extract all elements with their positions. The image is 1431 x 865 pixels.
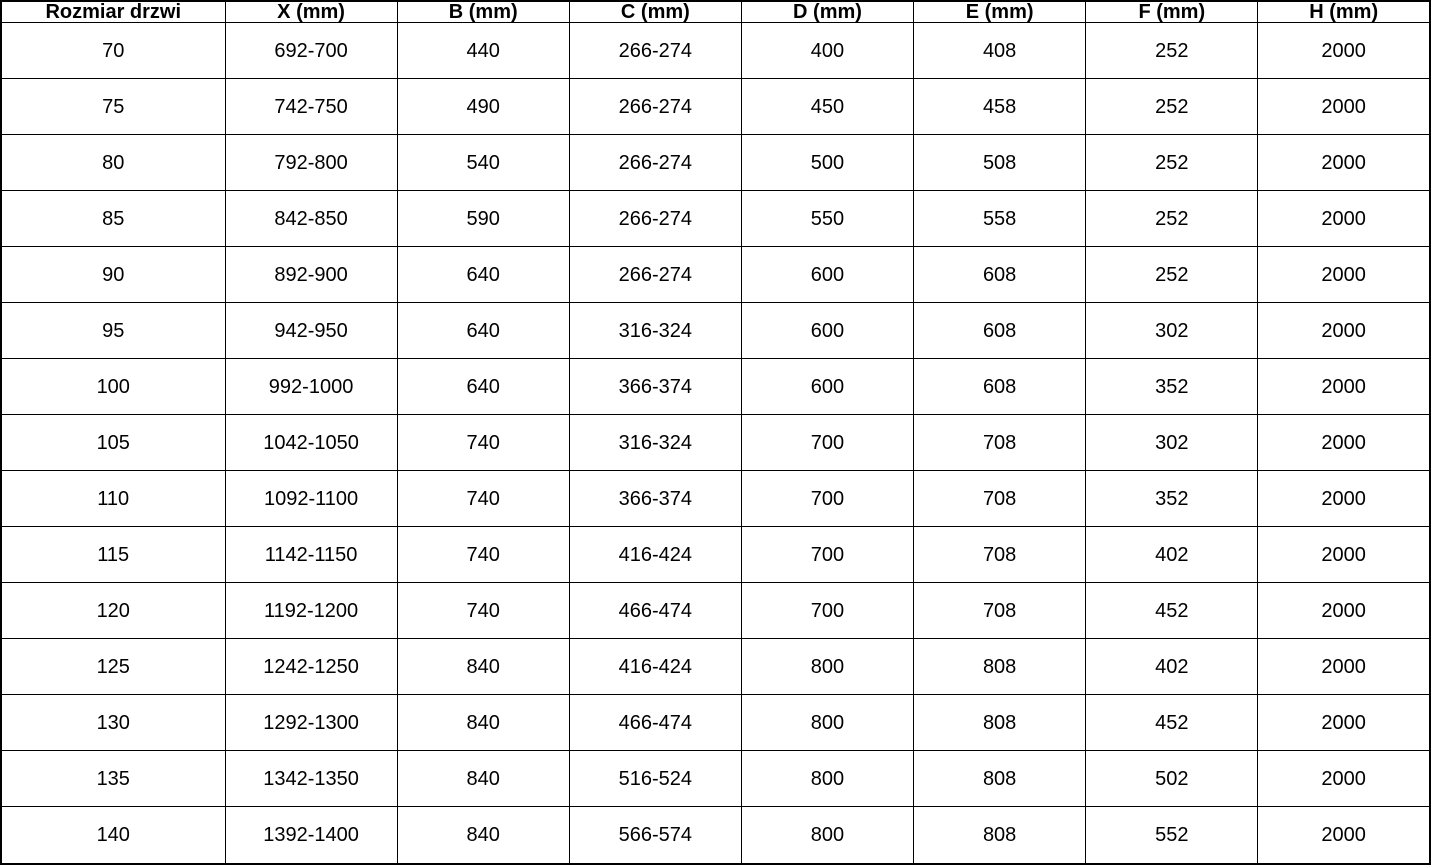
cell-h-mm: 2000 [1258,359,1430,415]
table-row [1,247,1430,303]
cell-e-mm: 708 [914,415,1086,471]
row-size-cell: 100 [1,359,225,415]
cell-f-mm: 352 [1086,471,1258,527]
cell-f-mm: 252 [1086,191,1258,247]
cell-h-mm: 2000 [1258,471,1430,527]
cell-e-mm: 808 [914,639,1086,695]
cell-x-mm: 742-750 [225,79,397,135]
cell-b-mm: 740 [397,471,569,527]
table-header [1,1,1430,23]
table-body [1,23,1430,865]
cell-x-mm: 892-900 [225,247,397,303]
cell-x-mm: 1142-1150 [225,527,397,583]
row-size-cell: 130 [1,695,225,751]
cell-h-mm: 2000 [1258,135,1430,191]
cell-e-mm: 608 [914,247,1086,303]
cell-h-mm: 2000 [1258,639,1430,695]
cell-d-mm: 600 [741,247,913,303]
cell-d-mm: 800 [741,807,913,865]
table-row [1,135,1430,191]
cell-b-mm: 840 [397,639,569,695]
table-row [1,415,1430,471]
cell-d-mm: 550 [741,191,913,247]
cell-f-mm: 252 [1086,247,1258,303]
row-size-cell: 135 [1,751,225,807]
row-size-cell: 105 [1,415,225,471]
row-size-cell: 95 [1,303,225,359]
row-size-cell: 85 [1,191,225,247]
cell-f-mm: 252 [1086,135,1258,191]
table-row [1,583,1430,639]
cell-c-mm: 466-474 [569,583,741,639]
cell-h-mm: 2000 [1258,807,1430,865]
column-header-e-mm: E (mm) [914,1,1086,23]
cell-x-mm: 1342-1350 [225,751,397,807]
table-row [1,303,1430,359]
cell-c-mm: 266-274 [569,247,741,303]
cell-d-mm: 700 [741,471,913,527]
cell-c-mm: 266-274 [569,191,741,247]
column-header-h-mm: H (mm) [1258,1,1430,23]
cell-e-mm: 558 [914,191,1086,247]
cell-f-mm: 502 [1086,751,1258,807]
table-row [1,639,1430,695]
cell-e-mm: 408 [914,23,1086,79]
cell-e-mm: 708 [914,471,1086,527]
cell-b-mm: 740 [397,415,569,471]
cell-e-mm: 608 [914,359,1086,415]
cell-d-mm: 800 [741,639,913,695]
cell-x-mm: 692-700 [225,23,397,79]
table-row [1,191,1430,247]
cell-f-mm: 452 [1086,695,1258,751]
cell-b-mm: 840 [397,751,569,807]
cell-d-mm: 700 [741,415,913,471]
column-header-d-mm: D (mm) [741,1,913,23]
cell-b-mm: 590 [397,191,569,247]
cell-x-mm: 1042-1050 [225,415,397,471]
cell-f-mm: 252 [1086,23,1258,79]
cell-d-mm: 600 [741,303,913,359]
table-row [1,471,1430,527]
cell-d-mm: 800 [741,695,913,751]
column-header-b-mm: B (mm) [397,1,569,23]
cell-x-mm: 942-950 [225,303,397,359]
cell-c-mm: 516-524 [569,751,741,807]
table-row [1,23,1430,79]
table-row [1,359,1430,415]
table-row [1,79,1430,135]
cell-b-mm: 740 [397,583,569,639]
cell-c-mm: 266-274 [569,23,741,79]
cell-d-mm: 600 [741,359,913,415]
cell-f-mm: 552 [1086,807,1258,865]
cell-b-mm: 840 [397,695,569,751]
cell-f-mm: 352 [1086,359,1258,415]
cell-h-mm: 2000 [1258,583,1430,639]
cell-e-mm: 608 [914,303,1086,359]
cell-c-mm: 266-274 [569,135,741,191]
cell-h-mm: 2000 [1258,751,1430,807]
cell-c-mm: 266-274 [569,79,741,135]
cell-c-mm: 316-324 [569,303,741,359]
cell-f-mm: 302 [1086,415,1258,471]
row-size-cell: 125 [1,639,225,695]
cell-h-mm: 2000 [1258,23,1430,79]
row-size-cell: 70 [1,23,225,79]
cell-d-mm: 450 [741,79,913,135]
row-size-cell: 90 [1,247,225,303]
cell-b-mm: 640 [397,247,569,303]
cell-h-mm: 2000 [1258,247,1430,303]
cell-e-mm: 708 [914,583,1086,639]
cell-x-mm: 1192-1200 [225,583,397,639]
cell-c-mm: 566-574 [569,807,741,865]
row-size-cell: 75 [1,79,225,135]
cell-f-mm: 252 [1086,79,1258,135]
cell-h-mm: 2000 [1258,303,1430,359]
cell-x-mm: 1392-1400 [225,807,397,865]
cell-c-mm: 316-324 [569,415,741,471]
cell-e-mm: 508 [914,135,1086,191]
row-size-cell: 115 [1,527,225,583]
cell-d-mm: 500 [741,135,913,191]
cell-d-mm: 700 [741,527,913,583]
cell-b-mm: 490 [397,79,569,135]
table-row [1,527,1430,583]
cell-f-mm: 302 [1086,303,1258,359]
cell-b-mm: 740 [397,527,569,583]
cell-d-mm: 400 [741,23,913,79]
cell-d-mm: 700 [741,583,913,639]
header-row [1,1,1430,23]
cell-e-mm: 708 [914,527,1086,583]
cell-e-mm: 808 [914,695,1086,751]
cell-e-mm: 458 [914,79,1086,135]
cell-x-mm: 842-850 [225,191,397,247]
row-size-cell: 140 [1,807,225,865]
cell-b-mm: 540 [397,135,569,191]
cell-b-mm: 640 [397,303,569,359]
cell-e-mm: 808 [914,807,1086,865]
cell-h-mm: 2000 [1258,191,1430,247]
cell-h-mm: 2000 [1258,79,1430,135]
cell-h-mm: 2000 [1258,527,1430,583]
cell-c-mm: 366-374 [569,471,741,527]
row-size-cell: 110 [1,471,225,527]
cell-h-mm: 2000 [1258,695,1430,751]
cell-x-mm: 792-800 [225,135,397,191]
cell-x-mm: 1242-1250 [225,639,397,695]
row-size-cell: 120 [1,583,225,639]
cell-e-mm: 808 [914,751,1086,807]
cell-f-mm: 402 [1086,639,1258,695]
column-header-c-mm: C (mm) [569,1,741,23]
cell-f-mm: 402 [1086,527,1258,583]
cell-x-mm: 992-1000 [225,359,397,415]
column-header-x-mm: X (mm) [225,1,397,23]
row-size-cell: 80 [1,135,225,191]
cell-d-mm: 800 [741,751,913,807]
cell-b-mm: 640 [397,359,569,415]
table-row [1,751,1430,807]
cell-c-mm: 416-424 [569,527,741,583]
column-header-rozmiar-drzwi: Rozmiar drzwi [1,1,225,23]
cell-c-mm: 366-374 [569,359,741,415]
cell-c-mm: 466-474 [569,695,741,751]
cell-h-mm: 2000 [1258,415,1430,471]
cell-c-mm: 416-424 [569,639,741,695]
cell-x-mm: 1092-1100 [225,471,397,527]
column-header-f-mm: F (mm) [1086,1,1258,23]
table-row [1,807,1430,865]
table-row [1,695,1430,751]
cell-b-mm: 840 [397,807,569,865]
cell-f-mm: 452 [1086,583,1258,639]
cell-b-mm: 440 [397,23,569,79]
cell-x-mm: 1292-1300 [225,695,397,751]
